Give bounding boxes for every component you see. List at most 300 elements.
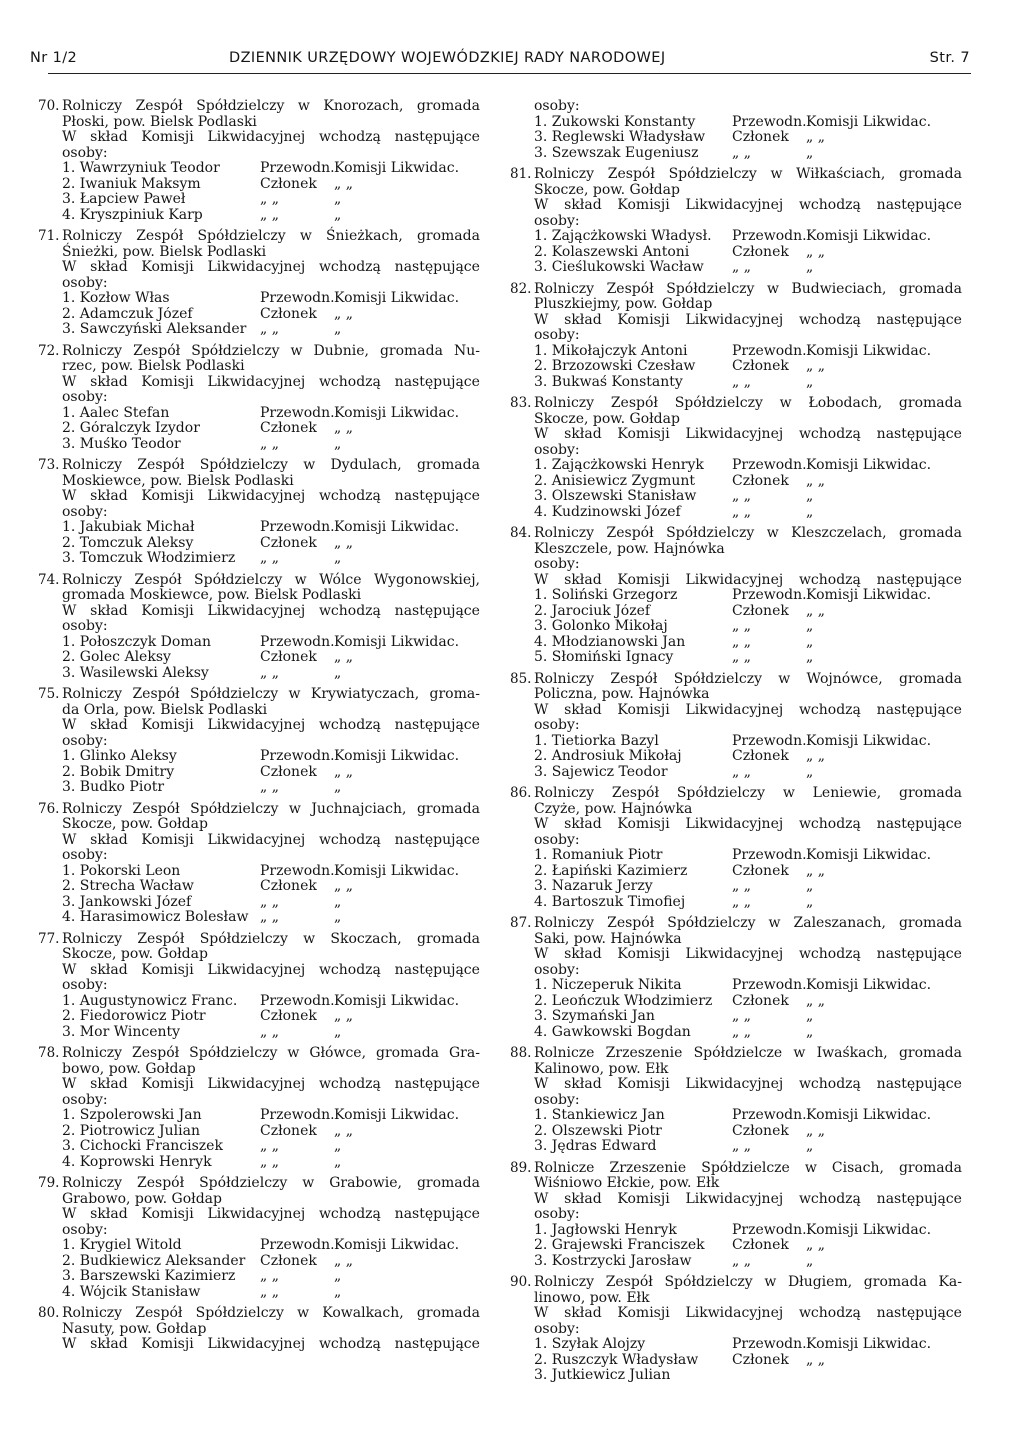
word: skład — [564, 701, 602, 718]
member-row — [534, 848, 962, 864]
osoby-label: osoby: — [62, 1091, 108, 1108]
word: groma- — [429, 686, 480, 702]
word: Łobodach, — [808, 395, 883, 411]
member-role-detail: „ — [334, 664, 342, 681]
word: skład — [90, 717, 128, 733]
member-role-detail: „ — [334, 909, 342, 925]
word: Wólce — [319, 571, 362, 588]
word: następujące — [394, 488, 480, 504]
member-name: 3. Wasilewski Aleksy — [62, 665, 209, 681]
cooperative-entry — [38, 1176, 480, 1300]
member-name: 4. Kryszpiniuk Karp — [62, 207, 203, 223]
member-row — [62, 192, 480, 208]
word: gromada — [416, 930, 480, 947]
word: Rolniczy — [62, 930, 123, 947]
word: W — [534, 1190, 549, 1207]
word: wchodzą — [798, 816, 861, 832]
word: W — [62, 488, 77, 504]
word: następujące — [394, 1206, 480, 1222]
word: skład — [90, 129, 128, 145]
word: w — [793, 1045, 806, 1061]
word: gromada — [416, 228, 480, 244]
word: Komisji — [617, 197, 670, 213]
word: Likwidacyjnej — [207, 488, 306, 504]
member-row — [62, 1269, 480, 1285]
member-role: Członek — [260, 763, 317, 780]
entry-text-line: Śnieżki, pow. Bielsk Podlaski — [62, 243, 267, 260]
word: Rolniczy — [62, 1175, 123, 1191]
word: Spółdzielczy — [196, 98, 285, 114]
member-role-detail: Komisji Likwidac. — [334, 519, 460, 535]
word: Zrzeszenie — [609, 1159, 687, 1176]
word: następujące — [876, 816, 962, 832]
word: skład — [90, 1076, 128, 1092]
entry-number: 88. — [510, 1045, 532, 1061]
word: w — [778, 670, 791, 687]
word: Komisji — [617, 311, 670, 328]
member-name: 2. Jarociuk Józef — [534, 603, 651, 619]
osoby-label: osoby: — [62, 732, 108, 749]
word: Komisji — [617, 816, 670, 832]
word: Spółdzielczy — [664, 1274, 753, 1290]
member-role: Przewodn. — [732, 732, 807, 749]
cooperative-entry — [38, 99, 480, 223]
member-role: Przewodn. — [732, 977, 807, 993]
member-role-detail: „ — [806, 1252, 814, 1269]
member-row — [62, 1285, 480, 1301]
member-role: „ „ — [732, 1023, 751, 1040]
member-name: 1. Kozłow Włas — [62, 291, 170, 306]
word: Komisji — [617, 1190, 670, 1207]
entry-text-line: Pluszkiejmy, pow. Gołdap — [534, 296, 713, 312]
member-role: Przewodn. — [732, 1221, 807, 1238]
member-name: 3. Muśko Teodor — [62, 436, 181, 452]
member-name: 2. Tomczuk Aleksy — [62, 535, 194, 551]
word: W — [62, 129, 77, 145]
member-role-detail: „ „ — [806, 129, 825, 145]
member-role: „ „ — [732, 633, 751, 650]
member-name: 1. Aalec Stefan — [62, 405, 170, 421]
word: skład — [90, 1206, 128, 1222]
member-name: 4. Koprowski Henryk — [62, 1154, 212, 1170]
word: Spółdzielczy — [199, 457, 288, 473]
word: Gra- — [448, 1045, 480, 1061]
word: Spółdzielczy — [191, 342, 280, 359]
member-row — [62, 1254, 480, 1270]
member-role-detail: „ „ — [334, 878, 353, 894]
member-role-detail: „ — [806, 373, 814, 390]
word: Likwidacyjnej — [207, 129, 306, 145]
member-row — [534, 650, 962, 666]
word: w — [782, 785, 795, 801]
word: Spółdzielczy — [197, 228, 286, 244]
member-role: Przewodn. — [260, 633, 335, 650]
member-name: 3. Budko Piotr — [62, 780, 165, 795]
osoby-label: osoby: — [62, 389, 108, 405]
word: Leniewie, — [812, 785, 882, 801]
member-role-detail: „ „ — [806, 992, 825, 1009]
member-role-detail: „ — [334, 435, 342, 452]
member-role: Przewodn. — [260, 862, 335, 879]
member-role-detail: „ „ — [806, 1122, 825, 1139]
member-name: 1. Soliński Grzegorz — [534, 588, 678, 603]
osoby-label: osoby: — [62, 847, 108, 863]
word: W — [62, 1076, 77, 1092]
commission-line — [534, 427, 962, 443]
word: następujące — [876, 426, 962, 442]
member-row — [62, 1009, 480, 1025]
word: Spółdzielczy — [668, 166, 757, 182]
member-name: 1. Połoszczyk Doman — [62, 634, 211, 650]
member-row — [62, 536, 480, 552]
word: następujące — [876, 197, 962, 213]
word: W — [534, 1305, 549, 1321]
member-role-detail: Komisji Likwidac. — [806, 342, 932, 359]
cooperative-entry — [38, 932, 480, 1041]
word: wchodzą — [798, 1190, 861, 1207]
member-row — [62, 765, 480, 781]
entry-number: 71. — [38, 228, 60, 244]
word: W — [62, 1206, 77, 1222]
member-role: „ „ — [732, 488, 751, 504]
member-name: 4. Bartoszuk Timofiej — [534, 894, 686, 910]
word: skład — [90, 602, 128, 619]
member-role: Przewodn. — [260, 404, 335, 421]
word: Likwidacyjnej — [685, 946, 784, 962]
member-role-detail: „ „ — [806, 602, 825, 619]
member-name: 1. Augustynowicz Franc. — [62, 993, 238, 1009]
word: Grabowie, — [329, 1175, 402, 1191]
word: W — [62, 961, 77, 978]
word: skład — [564, 311, 602, 328]
member-name: 3. Reglewski Władysław — [534, 130, 706, 145]
word: wchodzą — [798, 197, 861, 213]
word: Zespół — [611, 785, 660, 801]
word: Komisji — [617, 1076, 670, 1092]
member-row — [534, 115, 962, 131]
member-row — [62, 1108, 480, 1124]
word: wchodzą — [798, 571, 861, 588]
word: w — [766, 525, 779, 541]
commission-line — [534, 313, 962, 329]
member-role-detail: Komisji Likwidac. — [806, 113, 932, 130]
member-row — [62, 910, 480, 926]
member-name: 3. Nazaruk Jerzy — [534, 879, 653, 894]
word: Zespół — [135, 1305, 183, 1321]
word: następujące — [876, 311, 962, 328]
word: Rolniczy — [62, 1305, 123, 1321]
word: Spółdzielcze — [693, 1045, 783, 1061]
word: w — [768, 915, 781, 931]
entry-number: 75. — [38, 686, 60, 702]
word: Zespół — [606, 525, 654, 541]
entry-heading — [534, 282, 962, 298]
entry-heading — [62, 99, 480, 115]
cooperative-entry — [510, 672, 962, 781]
commission-line — [534, 198, 962, 214]
member-row — [534, 1009, 962, 1025]
entry-text-line: Moskiewce, pow. Bielsk Podlaski — [62, 472, 294, 489]
word: W — [62, 602, 77, 619]
member-role-detail: „ — [806, 1023, 814, 1040]
member-row — [534, 1223, 962, 1239]
member-role: Przewodn. — [732, 847, 807, 863]
entry-heading — [534, 1275, 962, 1291]
entry-number: 70. — [38, 98, 60, 114]
word: następujące — [876, 1076, 962, 1092]
member-role-detail: Komisji Likwidac. — [806, 732, 932, 749]
entry-heading — [534, 672, 962, 688]
entry-number: 73. — [38, 457, 60, 473]
member-role-detail: „ — [334, 1268, 342, 1284]
word: W — [62, 373, 77, 390]
word: w — [804, 1159, 817, 1176]
word: wchodzą — [318, 1206, 381, 1222]
member-name: 1. Pokorski Leon — [62, 863, 181, 879]
page-header — [30, 50, 970, 72]
member-role: „ „ — [260, 206, 279, 223]
member-row — [62, 780, 480, 796]
cooperative-entry — [38, 1046, 480, 1170]
member-row — [534, 359, 962, 375]
member-role: „ „ — [732, 649, 751, 665]
entry-number: 89. — [510, 1159, 532, 1176]
member-role-detail: „ „ — [334, 534, 353, 551]
word: Likwidacyjnej — [685, 311, 784, 328]
member-name: 3. Olszewski Stanisław — [534, 489, 697, 504]
member-role-detail: „ — [334, 1023, 342, 1040]
osoby-label: osoby: — [534, 1320, 580, 1337]
osoby-label: osoby: — [534, 717, 580, 733]
member-role: „ „ — [260, 1153, 279, 1170]
cooperative-entry — [38, 229, 480, 338]
member-row — [62, 1025, 480, 1041]
word: Rolniczy — [534, 785, 595, 801]
entry-number: 81. — [510, 166, 532, 182]
journal-title: DZIENNIK URZĘDOWY WOJEWÓDZKIEJ RADY NARODOWEJ — [229, 50, 666, 66]
osoby-label: osoby: — [62, 274, 108, 291]
word: W — [534, 571, 549, 588]
member-row — [62, 1238, 480, 1254]
member-row — [534, 749, 962, 765]
word: w — [764, 1274, 777, 1290]
member-name: 3. Szymański Jan — [534, 1009, 655, 1024]
word: w — [288, 686, 301, 702]
word: W — [62, 259, 77, 275]
member-role: „ „ — [260, 1023, 279, 1040]
member-role-detail: Komisji Likwidac. — [334, 862, 460, 879]
word: Likwidacyjnej — [685, 197, 784, 213]
entry-heading — [62, 802, 480, 818]
word: wchodzą — [798, 426, 861, 442]
word: Zespół — [137, 930, 185, 947]
word: skład — [90, 831, 128, 848]
entry-text-line: Grabowo, pow. Gołdap — [62, 1190, 222, 1207]
member-role-detail: „ — [806, 649, 814, 665]
word: Spółdzielczy — [194, 571, 283, 588]
member-row — [534, 489, 962, 505]
member-role: Przewodn. — [732, 1107, 807, 1123]
word: skład — [90, 961, 128, 978]
member-role-detail: „ „ — [334, 649, 353, 665]
word: Knorozach, — [323, 98, 404, 114]
cooperative-entry — [510, 786, 962, 910]
member-role: Członek — [732, 992, 789, 1009]
word: gromada — [898, 395, 962, 411]
word: Zespół — [137, 457, 185, 473]
word: wchodzą — [318, 129, 381, 145]
member-name: 3. Cichocki Franciszek — [62, 1139, 223, 1154]
word: Zespół — [135, 98, 183, 114]
cooperative-entry — [510, 1275, 962, 1384]
member-row — [62, 520, 480, 536]
word: wchodzą — [798, 311, 861, 328]
member-role-detail — [806, 1368, 962, 1384]
member-row — [62, 208, 480, 224]
member-role: „ „ — [260, 664, 279, 681]
member-role: Członek — [732, 748, 789, 764]
cooperative-entry — [510, 282, 962, 391]
member-role: „ „ — [260, 779, 279, 795]
member-role: Przewodn. — [260, 290, 335, 306]
entry-heading — [62, 573, 480, 589]
cooperative-entry — [38, 573, 480, 682]
entry-text-line: Policzna, pow. Hajnówka — [534, 686, 710, 702]
word: w — [290, 342, 303, 359]
word: Rolniczy — [534, 915, 595, 931]
member-name: 1. Tietiorka Bazyl — [534, 733, 659, 749]
word: Krywiatyczach, — [310, 686, 420, 702]
member-role-detail: Komisji Likwidac. — [806, 228, 932, 244]
entry-text-line: osoby: — [534, 556, 580, 572]
word: następujące — [394, 717, 480, 733]
commission-line — [534, 573, 962, 589]
member-role: „ „ — [732, 1138, 751, 1154]
word: skład — [564, 1076, 602, 1092]
member-name: 2. Ruszczyk Władysław — [534, 1352, 699, 1368]
word: Rolniczy — [62, 228, 123, 244]
word: następujące — [876, 571, 962, 588]
word: gromada — [898, 785, 962, 801]
member-row — [534, 229, 962, 245]
member-name: 2. Adamczuk Józef — [62, 306, 193, 322]
word: w — [779, 395, 792, 411]
osoby-label: osoby: — [534, 441, 580, 458]
word: skład — [564, 426, 602, 442]
member-row — [62, 864, 480, 880]
entry-text-line: Płoski, pow. Bielsk Podlaski — [62, 113, 257, 130]
word: gromada — [863, 1274, 927, 1290]
member-row — [534, 978, 962, 994]
entry-heading — [62, 229, 480, 245]
word: Likwidacyjnej — [207, 831, 306, 848]
word: wchodzą — [318, 259, 381, 275]
member-row — [534, 344, 962, 360]
member-role-detail: „ „ — [806, 358, 825, 374]
word: wchodzą — [318, 961, 381, 978]
word: Komisji — [141, 129, 194, 145]
member-role-detail: „ — [334, 321, 342, 337]
entry-heading — [62, 1176, 480, 1192]
member-name: 3. Mor Wincenty — [62, 1024, 181, 1040]
cooperative-entry — [38, 344, 480, 453]
member-role-detail: „ „ — [334, 763, 353, 780]
member-role-detail: „ — [334, 1283, 342, 1300]
member-role-detail: „ „ — [334, 420, 353, 436]
member-name: 1. Jagłowski Henryk — [534, 1222, 677, 1238]
word: Nu- — [453, 342, 480, 359]
member-name: 1. Szyłak Alojzy — [534, 1337, 646, 1352]
member-role-detail: „ — [806, 1008, 814, 1024]
member-name: 1. Glinko Aleksy — [62, 749, 177, 764]
entry-number: 86. — [510, 785, 532, 801]
word: Komisji — [141, 961, 194, 978]
word: w — [287, 1045, 300, 1061]
member-role: Członek — [260, 534, 317, 551]
member-name: 3. Jutkiewicz Julian — [534, 1368, 671, 1383]
member-row — [62, 307, 480, 323]
member-name: 2. Fiedorowicz Piotr — [62, 1009, 206, 1024]
member-name: 1. Zającżkowski Henryk — [534, 458, 704, 473]
entry-number: 72. — [38, 342, 60, 359]
member-row — [62, 879, 480, 895]
word: W — [62, 1336, 77, 1352]
member-name: 1. Żukowski Konstanty — [534, 114, 696, 130]
word: Wygonowskiej, — [373, 571, 480, 588]
word: Spółdzielczy — [667, 915, 756, 931]
member-role: Członek — [732, 862, 789, 879]
member-row — [534, 1238, 962, 1254]
word: Komisji — [141, 1076, 194, 1092]
member-role: Członek — [732, 358, 789, 374]
word: gromada — [898, 166, 962, 182]
member-role: „ „ — [260, 909, 279, 925]
member-name: 4. Wójcik Stanisław — [62, 1284, 201, 1300]
commission-line — [62, 963, 480, 979]
word: w — [303, 457, 316, 473]
word: Spółdzielczy — [195, 1305, 284, 1321]
member-name: 2. Iwaniuk Maksym — [62, 176, 201, 192]
word: Likwidacyjnej — [207, 373, 306, 390]
member-role: Przewodn. — [260, 1237, 335, 1253]
word: gromada — [416, 98, 480, 114]
word: Spółdzielczy — [666, 280, 755, 297]
member-name: 2. Olszewski Piotr — [534, 1123, 662, 1139]
osoby-label: osoby: — [534, 98, 580, 114]
osoby-label: osoby: — [62, 503, 108, 520]
word: W — [534, 701, 549, 718]
member-row — [534, 734, 962, 750]
entry-heading — [534, 1161, 962, 1177]
member-row — [62, 749, 480, 765]
word: Rolniczy — [62, 686, 123, 702]
member-role: Przewodn. — [732, 1336, 807, 1352]
member-row — [62, 1124, 480, 1140]
member-row — [534, 1337, 962, 1353]
word: wchodzą — [318, 373, 381, 390]
member-role: „ „ — [260, 1283, 279, 1300]
member-row — [62, 551, 480, 567]
member-row — [62, 437, 480, 453]
word: Komisji — [617, 571, 670, 588]
member-role: Przewodn. — [260, 519, 335, 535]
member-role: „ „ — [732, 1252, 751, 1269]
member-name: 3. Barszewski Kazimierz — [62, 1269, 236, 1284]
word: w — [303, 930, 316, 947]
word: Rolnicze — [534, 1045, 595, 1061]
member-role-detail: „ — [334, 893, 342, 910]
member-role-detail: „ — [806, 763, 814, 780]
